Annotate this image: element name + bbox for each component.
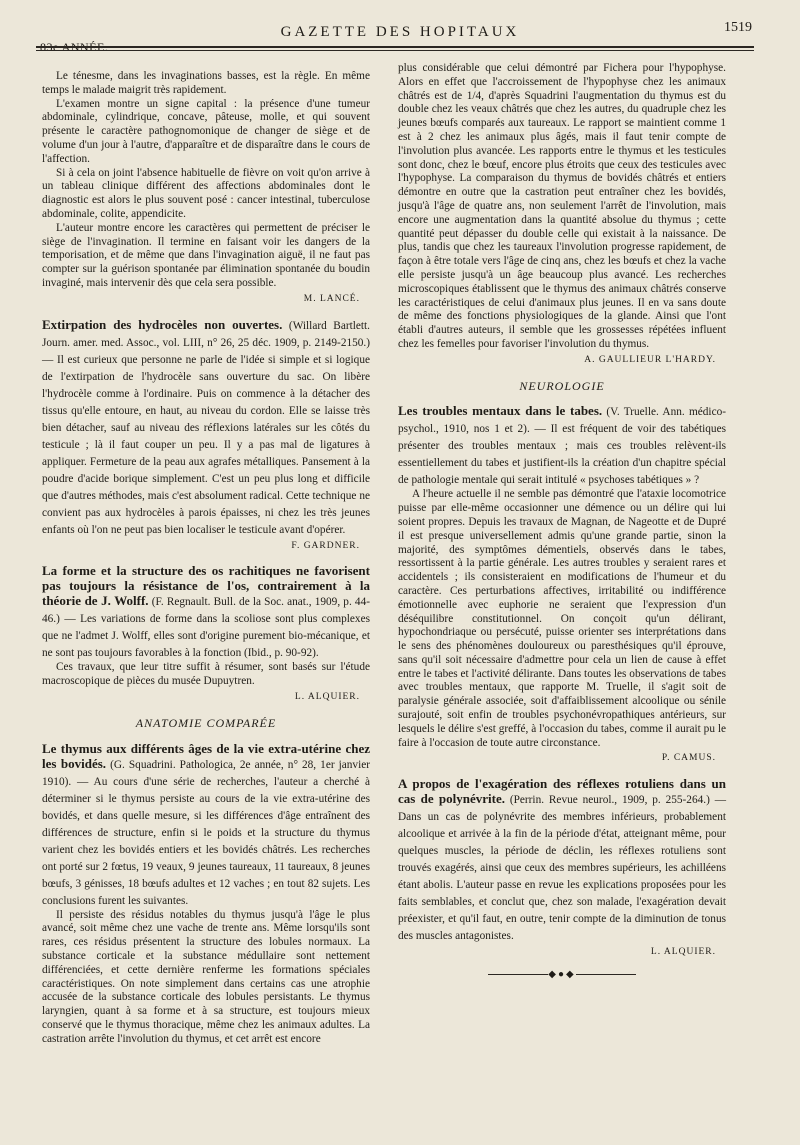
right-column <box>398 62 726 982</box>
author-signature: M. LANCÉ. <box>303 293 360 304</box>
journal-title: GAZETTE DES HOPITAUX <box>280 24 520 40</box>
paragraph: plus considérable que celui démontré par Fichera pour l'hypophyse. Alors en effet que l'accroissement de l'hypophyse chez les animaux châtrés est de 1/4, d'après Squadrini l'augmentation du thymus est du double chez les veaux châtrés que chez les autres, du quadruple chez les jeunes bœufs comparés aux taureaux. Le rapport se maintient comme 1 est à 2 chez les animaux plus âgés, mais il faut tenir compte de l'involution plus avancée. Les rapports entre le thymus et les testicules sont donc, chez le bœuf, encore plus étroits que ceux des testicules avec l'hypophyse. La comparaison du thymus de bovidés châtrés et entiers démontre en outre que la castration peut entraîner chez les bovidés, jusqu'à l'âge de quatre ans, non seulement l'arrêt de l'involution, mais encore une augmentation dans la quantité absolue du thymus ; cette quantité peut dépasser du double celle qui existait à la naissance. De plus, tandis que chez les taureaux l'involution progresse rapidement, de façon à être totale vers l'âge de cinq ans, chez les bœufs et chez la vache elle persiste jusqu'à un âge beaucoup plus avancé. Les recherches microscopiques établissent que le thymus des animaux châtrés conserve les caractéristiques de celui d'animaux plus jeunes. Il en va sans doute de même des fonctions physiologiques de la glande. Ainsi que l'ont établi d'autres auteurs, il semble que les grossesses répétées influent chez les femelles pour favoriser l'involution du thymus. <box>398 62 726 350</box>
volume-year: 83e ANNÉE. <box>40 40 109 54</box>
paragraph: Le ténesme, dans les invaginations basses, est la règle. En même temps le malade maigrit très rapidement. <box>42 70 370 96</box>
article-heading: Les troubles mentaux dans le tabes. <box>398 403 603 419</box>
article-heading: Le thymus aux différents âges de la vie extra-utérine chez les bovidés. <box>42 740 370 771</box>
paragraph: Si à cela on joint l'absence habituelle de fièvre on voit qu'on arrive à un tableau clinique différent des affections abdominales dont le diagnostic est alors le plus souvent posé : cancer intestinal, tuberculose abdominale, colite, appendicite. <box>42 166 370 220</box>
section-heading: NEUROLOGIE <box>519 378 605 393</box>
paragraph: L'examen montre un signe capital : la présence d'une tumeur abdominale, cylindrique, concave, pâteuse, molle, et qui souvent présente le caractère pathognomonique de changer de siège et de volume d'un jour à l'autre, d'apparaître et de disparaître dans le cours de l'affection. <box>42 97 370 165</box>
article-body: (Willard Bartlett. Journ. amer. med. Assoc., vol. LIII, n° 26, 25 déc. 1909, p. 2149-2150.) — Il est curieux que personne ne parle de l'idée si simple et si logique de l'extirpation de l'hydrocèle sans ouverture du sac. On libère l'hydrocèle comme à l'ordinaire. Puis on commence à la détacher des tissus qu'elle entoure, en haut, au niveau du cordon. Elle se laisse très bien détacher, sauf au niveau des réflexions latérales sur les côtés du testicule ; là il faut couper un peu. Il y a pas mal de ligatures à appliquer. Fermeture de la peau aux agrafes métalliques. Pansement à la poudre d'acide borique simplement. C'est un peu plus long et difficile que d'autres méthodes, mais c'est absolument radical. Cette technique ne convient pas aux hydrocèles à parois épaisses, ni chez les très jeunes enfants où l'on ne peut pas bien localiser le testicule avant d'opérer. <box>42 319 370 536</box>
article-title <box>42 741 370 909</box>
article-title <box>42 317 370 538</box>
page-number: 1519 <box>724 20 752 35</box>
article-title <box>398 403 726 488</box>
author-signature: A. GAULLIEUR L'HARDY. <box>584 354 716 365</box>
article-body: (V. Truelle. Ann. médico-psychol., 1910, nos 1 et 2). — Il est fréquent de voir des tabétiques présenter des troubles mentaux ; mais ces troubles relèvent-ils essentiellement du tabes et justifient-ils la création d'un chapitre spécial de pathologie mentale qui serait intitulé « psychoses tabétiques » ? <box>398 406 726 487</box>
paragraph: Il persiste des résidus notables du thymus jusqu'à l'âge le plus avancé, soit même chez une vache de trente ans. Même lorsqu'ils sont rares, ces résidus présentent la structure des lobules normaux. La substance corticale et la substance médullaire sont nettement différenciées, et cette dernière renferme les formations spéciales caractéristiques. On note simplement dans certains cas une atrophie accusée de la substance corticale des lobules persistants. Le thymus laryngien, quant à sa forme et à sa structure, est toujours mieux conservé que le thymus thoracique, même chez les animaux adultes. La castration arrête l'involution du thymus, et cet arrêt est encore <box>42 908 370 1045</box>
article-heading: Extirpation des hydrocèles non ouvertes. <box>42 316 283 332</box>
article-title <box>42 563 370 661</box>
article-body: (G. Squadrini. Pathologica, 2e année, n° 28, 1er janvier 1910). — Au cours d'une série de recherches, l'auteur a cherché à déterminer si le thymus persiste au cours de la vie extra-utérine des bovidés, et dans quelle mesure, si les différences d'âge entraînent des différences de structure, enfin si le poids et la structure du thymus varient chez les bovidés entiers et les bovidés châtrés. Les recherches ont porté sur 2 fœtus, 19 veaux, 9 jeunes taureaux, 11 taureaux, 8 jeunes bœufs, 3 génisses, 18 bœufs adultes et 12 vaches ; en tout 82 sujets. Les conclusions furent les suivantes. <box>42 758 370 907</box>
section-heading: ANATOMIE COMPARÉE <box>135 715 277 730</box>
article-heading: A propos de l'exagération des réflexes rotuliens dans un cas de polynévrite. <box>398 776 726 807</box>
article-title <box>398 776 726 944</box>
paragraph: Ces travaux, que leur titre suffit à résumer, sont basés sur l'étude macroscopique de pièces du musée Dupuytren. <box>42 661 370 688</box>
paragraph: A l'heure actuelle il ne semble pas démontré que l'ataxie locomotrice puisse par elle-même occasionner une démence ou un délire qui lui soient propres. Depuis les travaux de Magnan, de Nageotte et de Dupré il est presque universellement admis qu'une grande partie, sinon la majorité, des symptômes démentiels, observés dans le tabes, ressortissent à la partie générale. Les autres troubles y seraient rares et accidentels ; ils consisteraient en modifications de l'humeur et du caractère. Ces perturbations affectives, irritabilité ou indifférence émotionnelle avec euphorie ne seraient que l'expression d'un déséquilibre constitutionnel. On conçoit qu'un délirant, hypochondriaque ou persécuté, puisse orienter ses interprétations dans le sens des phénomènes douloureux ou paresthésiques qu'il éprouve, sans qu'il soit nécessaire d'admettre pour cela un lien de cause à effet entre le tabes et l'activité délirante. Dans toutes les observations de tabes avec troubles mentaux, que rapporte M. Truelle, il s'agit soit de paralysie générale associée, soit d'affaiblissement alcoolique ou sénile surajouté, soit enfin de troubles psychonévropathiques antérieurs, sur lesquels le délire s'est greffé, à l'occasion du tabes, comme il aurait pu le faire à l'occasion de toute autre circonstance. <box>398 488 726 749</box>
article-body: (F. Regnault. Bull. de la Soc. anat., 1909, p. 44-46.) — Les variations de forme dans la scoliose sont plus complexes que ne l'admet J. Wolff, elles sont d'origine purement bio-mécanique, et ne sont pas toujours favorables à la fonction (Ibid., p. 90-92). <box>42 596 370 660</box>
article-heading: La forme et la structure des os rachitiques ne favorisent pas toujours la résistance de l'os, contrairement à la théorie de J. Wolff. <box>42 563 370 609</box>
header-rule-thin <box>36 50 754 51</box>
paragraph: L'auteur montre encore les caractères qui permettent de préciser le siège de l'invagination. Il termine en faisant voir les dangers de la temporisation, et de même que dans l'invagination aiguë, il ne faut pas compter sur la guérison spontanée par élimination spontanée du boudin invaginé, mais intervenir dès que cela sera possible. <box>42 221 370 289</box>
author-signature: F. GARDNER. <box>291 540 360 551</box>
end-ornament: ◆●◆ <box>398 968 726 982</box>
header-rule <box>36 46 754 48</box>
author-signature: P. CAMUS. <box>661 753 716 764</box>
left-column <box>42 70 370 1047</box>
author-signature: L. ALQUIER. <box>294 691 360 702</box>
article-body: (Perrin. Revue neurol., 1909, p. 255-264.) — Dans un cas de polynévrite des membres inférieurs, probablement alcoolique et arrivée à la fin de la période d'état, atteignant même, pour quelques muscles, la période de déclin, les réflexes rotuliens sont trouvés exagérés, ainsi que ceux des membres supérieurs, les achilléens étant abolis. L'auteur passe en revue les explications proposées pour les faits semblables, et conclut que, chez son malade, l'exagération devait préexister, et qu'il faut, en outre, tenir compte de la diminution de tonus des muscles antagonistes. <box>398 794 726 943</box>
author-signature: L. ALQUIER. <box>650 947 716 958</box>
